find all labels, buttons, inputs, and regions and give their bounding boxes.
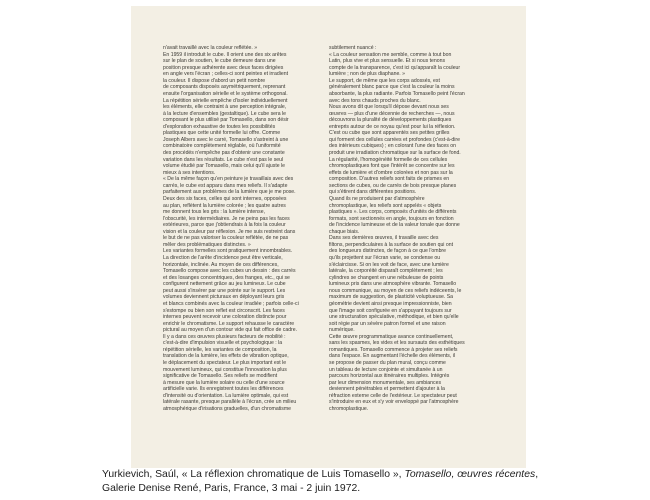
text-line: s'estompe ou bien son reflet est circonscrit. Les faces [163, 307, 285, 314]
text-line: s'introduire en eux et s'y voir enveloppé par l'atmosphère [329, 399, 459, 406]
text-line: s'éclaircisse. Si on les voit de face, avec une lumière [329, 261, 449, 268]
caption [102, 468, 647, 495]
text-line: Joseph Albers avec le carré, Tomasello s'astreint à une [163, 136, 289, 143]
text-line: se propose de passer du plan mural, conçu comme [329, 360, 446, 366]
text-line: filtons, perpendiculaires à la surface de soutien qui ont [329, 241, 454, 248]
text-line: entrepris autour de ce noyau qu'est pour lui la réflexion. [329, 123, 456, 130]
text-line: produit une irradiation chromatique sur la surface de fond. [329, 150, 461, 156]
text-line: carrés, le cube est apparu dans mes reliefs. Il s'adapte [163, 182, 288, 189]
text-line: sans les spasmes, les vides et les sursauts des esthétiques [329, 340, 465, 347]
text-line: effets de lumière et d'ombre colorées et non pas sur la [329, 169, 453, 176]
text-line: la couleur. Il dispose d'abord un petit nombre [163, 77, 266, 84]
text-line: chaque biais. [329, 228, 360, 235]
text-line: La régularité, l'homogénéité formelle de ces cellules [329, 156, 448, 163]
text-line: découvrons la pluralité de développements plastiques [329, 117, 452, 124]
text-line: qui forment des cellules carrées et profondes (c'est-à-dire [329, 136, 460, 143]
text-line: me donnent tous les gris : la lumière intense, [163, 209, 266, 216]
text-line: qu'ils projettent sur l'écran varie, se condense ou [329, 255, 441, 261]
text-line: mouvement lumineux, qui constitue l'innovation la plus [163, 366, 287, 373]
text-line: et des losanges concentriques, des franges, etc., qui se [163, 274, 290, 281]
text-line: latérale rasante, presque parallèle à l'écran, crée un milieu [163, 399, 297, 406]
text-line: mieux à ses intentions. [163, 169, 216, 176]
text-line: géométrie devient ainsi presque impressionniste, bien [329, 300, 452, 307]
text-line: configurent nettement grâce au jeu lumineux. Le cube [163, 281, 286, 288]
text-line: des intérieurs cubiques) ; en colorant l'une des faces on [329, 143, 457, 150]
text-line: lumière ; non de plus diaphane. » [329, 71, 406, 78]
text-line: nous communique, au moyen de ces reliefs indéceents, le [329, 287, 462, 294]
text-line: « La couleur sensation me semble, comme à tout bon [329, 51, 452, 58]
text-line: réfraction externe celle de l'extérieur. Le spectateur peut [329, 392, 457, 399]
text-line: « De la même façon qu'en peinture je travaillais avec des [163, 176, 294, 183]
text-line: subtilement nuancé : [329, 45, 377, 51]
text-line: sections de cubes, ou de carrés de bois presque planes [329, 182, 457, 189]
text-line: Il y a dans ces œuvres plusieurs facteurs de mobilité : [163, 333, 286, 340]
text-line: En 1959 il introduit le cube. Il orient une des six arêtes [163, 51, 287, 58]
text-line: à mesure que la lumière solaire ou celle d'une source [163, 379, 285, 386]
text-line: Tomasello compose avec les cubes un dessin : des carrés [163, 268, 296, 275]
text-line: les éléments, elle contraint à une perception intégrale, [163, 104, 287, 111]
text-line: combinatoire complètement réglable, où l'uniformité [163, 143, 281, 150]
text-line: sur le plan de soutien, le cube demeure dans une [163, 58, 276, 65]
text-line: vision et la couleur par réflexion. Je me suis restreint dans [163, 228, 296, 235]
text-line: et blancs combinés avec la couleur irradiée ; parfois celle-ci [163, 300, 299, 307]
text-line: d'intensité ou d'orientation. La lumière optimale, qui est [163, 392, 289, 399]
text-line: ensuite l'organisation sérielle et le système orthogonal. [163, 90, 288, 97]
text-line: atmosphérique d'irisations graduelles, d'un chromatisme [163, 405, 291, 412]
text-line: qui s'étirent dans différentes positions. [329, 189, 417, 196]
text-line: extérieures, parce que j'obtiendrais à la fois la couleur [163, 222, 286, 229]
text-line: plastiques que cette unité formelle lui offre. Comme [163, 130, 281, 137]
text-line: pictural au moyen d'un contour vide qui fait office de cadre. [163, 327, 298, 334]
text-line: par leur dimension monumentale, ses ambiances [329, 379, 442, 386]
text-line: C'est ou cube que sont apparentés ses petites grilles [329, 130, 450, 137]
text-line: Les variantes formelles sont pratiquement innombrables. [163, 248, 293, 255]
text-line: volume étudié par Tomasello, mais celui qu'il ajuste le [163, 163, 286, 170]
text-line: chromoplastique, les reliefs sont appelés « objets [329, 202, 442, 209]
text-line: internes peuvent recevoir une coloration distincte pour [163, 314, 287, 321]
text-line: des procédés n'empêche pas d'obtenir une constante [163, 150, 285, 156]
text-line: parcours horizontal aux itinéraires multiples. Intégrés [329, 373, 450, 380]
text-line: La direction de l'arête d'incidence peut être verticale, [163, 255, 283, 261]
text-line: numérique. [329, 327, 355, 334]
text-line: translation de la lumière, les effets de vibration optique, [163, 353, 289, 360]
text-line: c'est-à-dire d'impulsion visuelle et psychologique : la [163, 340, 283, 347]
text-line: artificielle varie. Ils enregistrent toutes les différences [163, 386, 284, 393]
text-line: généralement blanc parce que c'est la couleur la moins [329, 84, 455, 91]
caption-citation: Yurkievich, Saúl, « La réflexion chromatique de Luis Tomasello », [102, 469, 405, 480]
text-line: Le support, de même que les corps adossés, est [329, 77, 440, 84]
text-line: deviennent pénétrables et permettent d'ajouter à la [329, 386, 445, 393]
text-line: volumes deviennent picturaux en déployant leurs gris [163, 294, 285, 301]
text-line: Nous avons dit que lorsqu'il dépose devant nous ses [329, 104, 449, 111]
text-line: de l'incidence lumineuse et de la valeur tonale que donne [329, 222, 460, 229]
text-line: un tableau de lecture conjointe et simultanée à un [329, 366, 443, 373]
text-line: chromoplastiques font que l'intérêt se concentre sur les [329, 163, 455, 170]
text-line: compte de la transparence, c'est ici qu'apparaît la couleur [329, 64, 461, 71]
text-line: Deux des six faces, celles qui sont internes, opposées [163, 195, 287, 202]
text-line: de composants disposés asymétriquement, reprenant [163, 84, 286, 91]
text-line: dans l'espace. En augmentant l'échelle des éléments, il [329, 353, 455, 360]
text-line: Dans ses dernières œuvres, il travaille avec des [329, 235, 439, 242]
text-line: absorbante, la plus radiante. Parfois Tomasello peint l'écran [329, 90, 465, 97]
text-line: maximum de suggestion, de plasticité voluptueuse. Sa [329, 294, 454, 301]
text-line: œuvres — plus d'une décennie de recherches —, nous [329, 110, 455, 117]
text-line: composant le plus utilisé par Tomasello, dans son désir [163, 117, 289, 124]
text-line: variation dans les résultats. Le cube n'est pas le seul [163, 156, 284, 163]
text-line: chromoplastique. [329, 405, 369, 412]
text-line: horizontale, inclinée. Au moyen de ces différences, [163, 261, 279, 268]
text-line: en angle vers l'écran ; celles-ci sont peintes et irradient [163, 71, 288, 78]
text-line: avec des tons chauds proches du blanc. [329, 97, 421, 104]
text-line: Cette œuvre programmatique avance continuellement, [329, 333, 454, 340]
text-line: cylindres se changent en une nébuleuse de points [329, 274, 444, 281]
scanned-page [131, 6, 526, 468]
text-line: significative de Tomasello. Ses reliefs se modifient [163, 373, 278, 380]
text-line: l'obscurité, les intermédiaires. Je ne peins pas les faces [163, 215, 290, 222]
text-line: mêler des problématiques distinctes. » [163, 241, 251, 248]
text-line: à la lecture d'ensembles (gestaltique). Le cube sera le [163, 110, 286, 117]
text-line: parfaitement aux problèmes de la lumière que je me pose. [163, 189, 296, 196]
text-line: que l'image soit configurée en s'appuyant toujours sur [329, 307, 452, 314]
text-line: d'exploration exhaustive de toutes les possibilités [163, 123, 276, 130]
text-line: au plan, reflètent la lumière colorée ; les quatre autres [163, 202, 286, 209]
text-line: le but de ne pas valoriser la couleur reflétée, de ne pas [163, 235, 289, 242]
text-line: lumineux pris dans une atmosphère vibrante. Tomasello [329, 281, 457, 288]
text-line: Quand ils ne produisent par d'atmosphère [329, 195, 425, 202]
text-line: une structuration spéculative, méthodique, et bien qu'elle [329, 314, 459, 321]
caption-exhibition-title: Tomasello, œuvres récentes [404, 469, 536, 480]
caption-venue-dates: Galerie Denise René, Paris, France, 3 mai - 2 juin 1972. [102, 482, 361, 494]
text-line: position presque adhérente avec deux faces dirigées [163, 64, 284, 71]
text-line: des longueurs distinctes, de façon à ce que l'ombre [329, 248, 447, 255]
text-line: La répétition sérielle empêche d'isoler individuellement [163, 97, 288, 104]
text-line: répétition sérielle, les variantes de composition, la [163, 346, 277, 353]
text-line: n'avait travaillé avec la couleur reflétée. » [163, 45, 258, 51]
left-text-column [163, 45, 321, 463]
text-line: Latin, plus vive et plus sensuelle. Et si nous tenons [329, 58, 446, 65]
text-line: peut aussi s'insérer par une pointe sur le support. Les [163, 287, 286, 294]
right-text-column [329, 45, 487, 463]
text-line: formats, sont sectionnés en angle, toujours en fonction [329, 215, 454, 222]
caption-separator: , [535, 469, 539, 480]
text-line: soit régie par un sévère patron formel et une raison [329, 320, 446, 327]
text-line: enrichir le chromatisme. Le support rehausse le caractère [163, 320, 295, 327]
text-line: plastiques ». Les corps, composés d'unités de différents [329, 209, 457, 216]
text-line: le déplacement du spectateur. Le plus important est le [163, 360, 287, 366]
text-line: latérale, la corporéité disparaît complètement ; les [329, 268, 443, 275]
text-line: composition. D'autres reliefs sont faits de prismes en [329, 176, 450, 183]
text-line: romantiques. Tomasello commence à projeter ses reliefs [329, 346, 458, 353]
